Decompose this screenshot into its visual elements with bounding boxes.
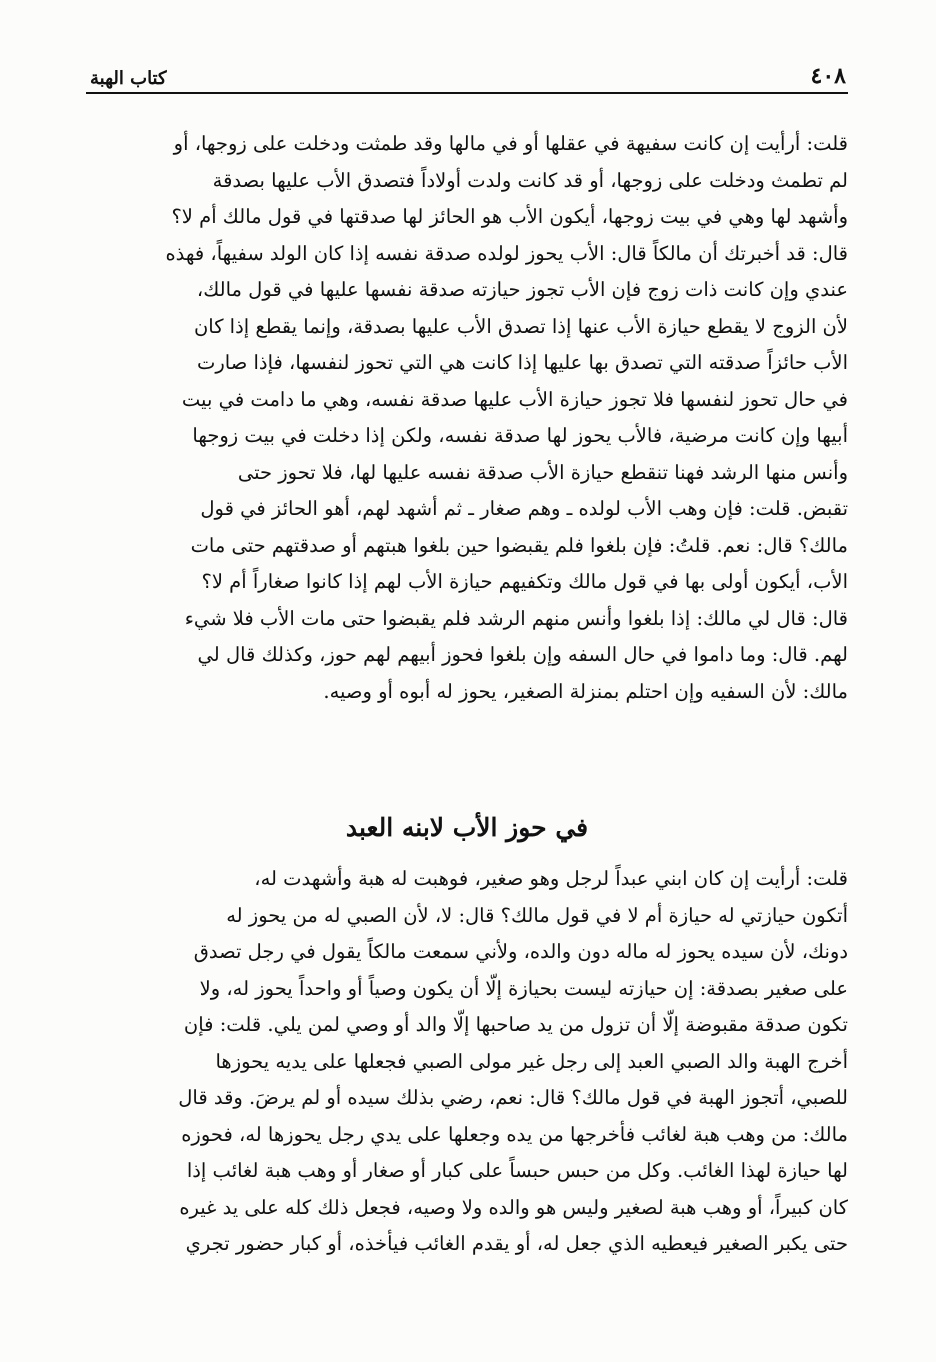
page-header <box>86 58 848 94</box>
text-line: كان كبيراً، أو وهب هبة لصغير وليس هو والده ولا وصيه، فجعل ذلك كله على يد غيره <box>179 1195 848 1219</box>
text-line: قلت: أرأيت إن كانت سفيهة في عقلها أو في مالها وقد طمثت ودخلت على زوجها، أو <box>173 132 848 155</box>
text-line: دونك، لأن سيده يحوز له ماله دون والده، ولأني سمعت مالكاً يقول في رجل تصدق <box>193 940 848 963</box>
text-line: مالك: من وهب هبة لغائب فأخرجها من يده وجعلها على يدي رجل يحوزها له، فحوزه <box>181 1122 848 1146</box>
paragraph-1 <box>86 126 848 710</box>
text-line: وأشهد لها وهي في بيت زوجها، أيكون الأب هو الحائز لها صدقتها في قول مالك أم لا؟ <box>171 205 848 228</box>
text-line: الأب، أيكون أولى بها في قول مالك وتكفيهم حيازة الأب لهم إذا كانوا صغاراً أم لا؟ <box>201 570 848 593</box>
text-line: أبيها وإن كانت مرضية، فالأب يحوز لها صدقة نفسه، ولكن إذا دخلت في بيت زوجها <box>192 424 848 447</box>
text-line: حتى يكبر الصغير فيعطيه الذي جعل له، أو يقدم الغائب فيأخذه، أو كبار حضور تجري <box>185 1232 848 1255</box>
text-line: قال: قد أخبرتك أن مالكاً قال: الأب يحوز لولده صدقة نفسه إذا كان الولد سفيهاً، فهذه <box>165 241 848 265</box>
text-line: لأن الزوج لا يقطع حيازة الأب عنها إذا تصدق الأب عليها بصدقة، وإنما يقطع إذا كان <box>193 314 848 338</box>
page-number: ٤٠٨ <box>810 63 846 89</box>
text-line: الأب حائزاً صدقته التي تصدق بها عليها إذا كانت هي التي تحوز لنفسها، فإذا صارت <box>197 351 848 374</box>
text-line: في حال تحوز لنفسها فلا تجوز حيازة الأب عليها صدقة نفسه، وهي ما دامت في بيت <box>181 387 848 411</box>
text-line: مالك: لأن السفيه وإن احتلم بمنزلة الصغير، يحوز له أبوه أو وصيه. <box>323 679 848 703</box>
text-line: قال: قال لي مالك: إذا بلغوا وأنس منهم الرشد فلم يقبضوا حتى مات الأب فلا شيء <box>184 606 848 630</box>
section-heading: في حوز الأب لابنه العبد <box>345 813 589 842</box>
text-line: للصبي، أتجوز الهبة في قول مالك؟ قال: نعم، رضي بذلك سيده أو لم يرضَ. وقد قال <box>178 1086 848 1109</box>
text-line: أتكون حيازتي له حيازة أم لا في قول مالك؟ قال: لا، لأن الصبي له من يحوز له <box>226 903 848 927</box>
text-line: على صغير بصدقة: إن حيازته ليست بحيازة إلّا أن يكون وصياً أو واحداً يحوز له، ولا <box>199 976 848 1000</box>
text-line: لهم. قال: وما داموا في حال السفه وإن بلغوا فحوز أبيهم لهم حوز، وكذلك قال لي <box>197 643 848 666</box>
text-line: لم تطمث ودخلت على زوجها، أو قد كانت ولدت أولاداً فتصدق الأب عليها بصدقة <box>212 168 848 192</box>
text-line: أخرج الهبة والد الصبي العبد إلى رجل غير مولى الصبي فجعلها على يديه يحوزها <box>215 1049 848 1073</box>
text-line: عندي وإن كانت ذات زوج فإن الأب تجوز حيازته صدقة نفسها عليها في قول مالك، <box>196 278 848 301</box>
text-line: تقبض. قلت: فإن وهب الأب لولده ـ وهم صغار ـ ثم أشهد لهم، أهو الحائز في قول <box>200 497 848 520</box>
text-line: قلت: أرأيت إن كان ابني عبداً لرجل وهو صغير، فوهبت له هبة وأشهدت له، <box>254 867 848 890</box>
text-line: لها حيازة لهذا الغائب. وكل من حبس حبساً على كبار أو صغار أو وهب هبة لغائب إذا <box>186 1159 848 1182</box>
text-line: مالك؟ قال: نعم. قلتُ: فإن بلغوا فلم يقبضوا حين بلغوا هبتهم أو صدقتهم حتى مات <box>190 533 848 557</box>
running-title: كتاب الهبة <box>90 68 167 89</box>
text-line: تكون صدقة مقبوضة إلّا أن تزول من يد صاحبها إلّا والد أو وصي لمن يلي. قلت: فإن <box>183 1013 848 1036</box>
text-line: وأنس منها الرشد فهنا تنقطع حيازة الأب صدقة نفسه عليها لها، فلا تحوز حتى <box>237 460 848 484</box>
paragraph-2 <box>86 861 848 1263</box>
